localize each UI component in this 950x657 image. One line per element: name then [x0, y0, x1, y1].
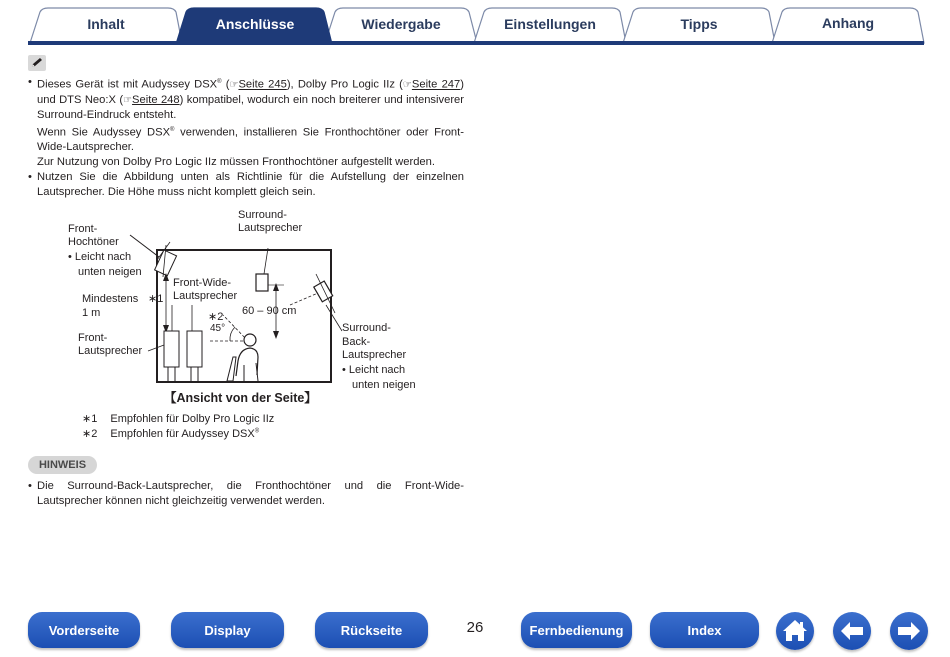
- link-seite-247[interactable]: Seite 247: [411, 78, 461, 91]
- text-segment: ), Dolby Pro Logic IIz (: [286, 78, 403, 91]
- tab-anschluesse[interactable]: [182, 8, 328, 42]
- footnote-mark: ∗1: [82, 413, 98, 425]
- label-angle: 45°: [210, 323, 226, 334]
- label-mindestens: 1 m: [82, 307, 101, 319]
- pencil-icon: [28, 55, 46, 71]
- display-button[interactable]: [171, 612, 284, 648]
- text-segment: ) kompatibel, wodurch ein noch breiterer und intensiverer Surround-Eindruck entsteht.: [37, 93, 465, 121]
- tab-bar: [0, 0, 950, 48]
- text-segment: verwenden, installieren Sie Fronthochtöner oder Front-Wide-Lautsprecher.: [37, 126, 464, 154]
- footnote-mark-2: ∗2: [208, 311, 224, 323]
- text-segment: Wenn Sie Audyssey DSX: [37, 126, 171, 139]
- label-front-wide: Lautsprecher: [173, 290, 238, 302]
- label-front-height-note: • Leicht nach: [68, 251, 132, 263]
- label-distance: 60 – 90 cm: [242, 305, 297, 317]
- arrow-left-icon: [833, 612, 871, 650]
- main-content: [28, 55, 464, 200]
- link-seite-248[interactable]: Seite 248: [132, 93, 180, 106]
- diagram-caption: 【Ansicht von der Seite】: [164, 391, 317, 405]
- label-front: Lautsprecher: [78, 345, 143, 357]
- tab-label: Anschlüsse: [215, 16, 295, 32]
- speaker-placement-diagram: [60, 205, 440, 445]
- registered-mark: ®: [217, 79, 222, 85]
- page-reference-icon: ☞: [229, 79, 239, 91]
- hinweis-bullet: • Die Surround-Back-Lautsprecher, die Fronthochtöner und die Front-Wide-Lautsprecher können nicht gleichzeitig verwendet werden.: [28, 479, 464, 509]
- paragraph-dsx: [28, 123, 464, 156]
- label-surround: Surround-: [238, 209, 287, 221]
- tab-underline: [28, 41, 924, 45]
- footnote-mark: ∗2: [82, 428, 98, 440]
- tab-inhalt[interactable]: [36, 8, 176, 42]
- page-number: 26: [466, 619, 484, 636]
- tab-tipps[interactable]: [628, 8, 770, 42]
- page-reference-icon: ☞: [402, 79, 412, 91]
- text-segment: (: [221, 78, 230, 91]
- rueckseite-button[interactable]: [315, 612, 428, 648]
- button-label: Rückseite: [340, 623, 403, 638]
- hinweis-content: [28, 479, 464, 509]
- tab-label: Anhang: [821, 15, 875, 31]
- footnote-mark-1: ∗1: [148, 293, 164, 305]
- label-surround-back: Lautsprecher: [342, 349, 407, 361]
- hinweis-badge: HINWEIS: [28, 456, 97, 474]
- back-button[interactable]: [833, 612, 871, 650]
- forward-button[interactable]: [890, 612, 928, 650]
- label-surround-back-note: unten neigen: [352, 379, 416, 391]
- tab-label: Tipps: [680, 16, 718, 32]
- fernbedienung-button[interactable]: [521, 612, 632, 648]
- button-label: Display: [204, 623, 251, 638]
- home-icon: [776, 612, 814, 650]
- label-front-height-note: unten neigen: [78, 266, 142, 278]
- footnote-text: Empfohlen für Dolby Pro Logic IIz: [110, 413, 275, 425]
- button-label: Fernbedienung: [529, 623, 624, 638]
- link-seite-245[interactable]: Seite 245: [238, 78, 287, 91]
- registered-mark: ®: [254, 428, 260, 435]
- footnote-text: Empfohlen für Audyssey DSX: [110, 428, 255, 440]
- footnote-2: [82, 427, 259, 440]
- paragraph-dolby: Zur Nutzung von Dolby Pro Logic IIz müssen Fronthochtöner aufgestellt werden.: [37, 156, 435, 169]
- label-mindestens: Mindestens: [82, 293, 139, 305]
- bullet-compatibility: [28, 75, 464, 123]
- button-label: Index: [687, 623, 722, 638]
- label-surround-back-note: • Leicht nach: [342, 364, 406, 376]
- bullet-placement: • Nutzen Sie die Abbildung unten als Richtlinie für die Aufstellung der einzelnen Lautsprecher. Die Höhe muss nicht komplett gleich sein.: [28, 170, 464, 200]
- surround-back-speaker: [314, 281, 333, 302]
- tab-einstellungen[interactable]: [479, 8, 621, 42]
- label-front: Front-: [78, 332, 108, 344]
- registered-mark: ®: [170, 126, 175, 133]
- footnote-1: [82, 412, 274, 425]
- tab-label: Wiedergabe: [361, 16, 441, 32]
- tab-label: Einstellungen: [504, 16, 596, 32]
- tab-label: Inhalt: [87, 16, 125, 32]
- label-front-wide: Front-Wide-: [173, 277, 232, 289]
- label-front-height: Hochtöner: [68, 236, 119, 248]
- listener-head: [244, 334, 256, 346]
- text-segment: ) und DTS Neo:X (: [37, 78, 464, 106]
- home-button[interactable]: [776, 612, 814, 650]
- label-surround: Lautsprecher: [238, 222, 303, 234]
- surround-speaker: [256, 274, 268, 291]
- label-surround-back: Back-: [342, 336, 371, 348]
- listener-body: [236, 348, 258, 376]
- tab-wiedergabe[interactable]: [330, 8, 472, 42]
- front-wide-speaker: [187, 331, 202, 367]
- vorderseite-button[interactable]: [28, 612, 140, 648]
- label-surround-back: Surround-: [342, 322, 391, 334]
- button-label: Vorderseite: [48, 623, 120, 638]
- tab-anhang[interactable]: [777, 8, 919, 42]
- text-segment: Dieses Gerät ist mit Audyssey DSX: [37, 78, 218, 91]
- label-front-height: Front-: [68, 223, 98, 235]
- index-button[interactable]: [650, 612, 759, 648]
- arrow-right-icon: [890, 612, 928, 650]
- front-speaker: [164, 331, 179, 367]
- page-reference-icon: ☞: [123, 94, 133, 106]
